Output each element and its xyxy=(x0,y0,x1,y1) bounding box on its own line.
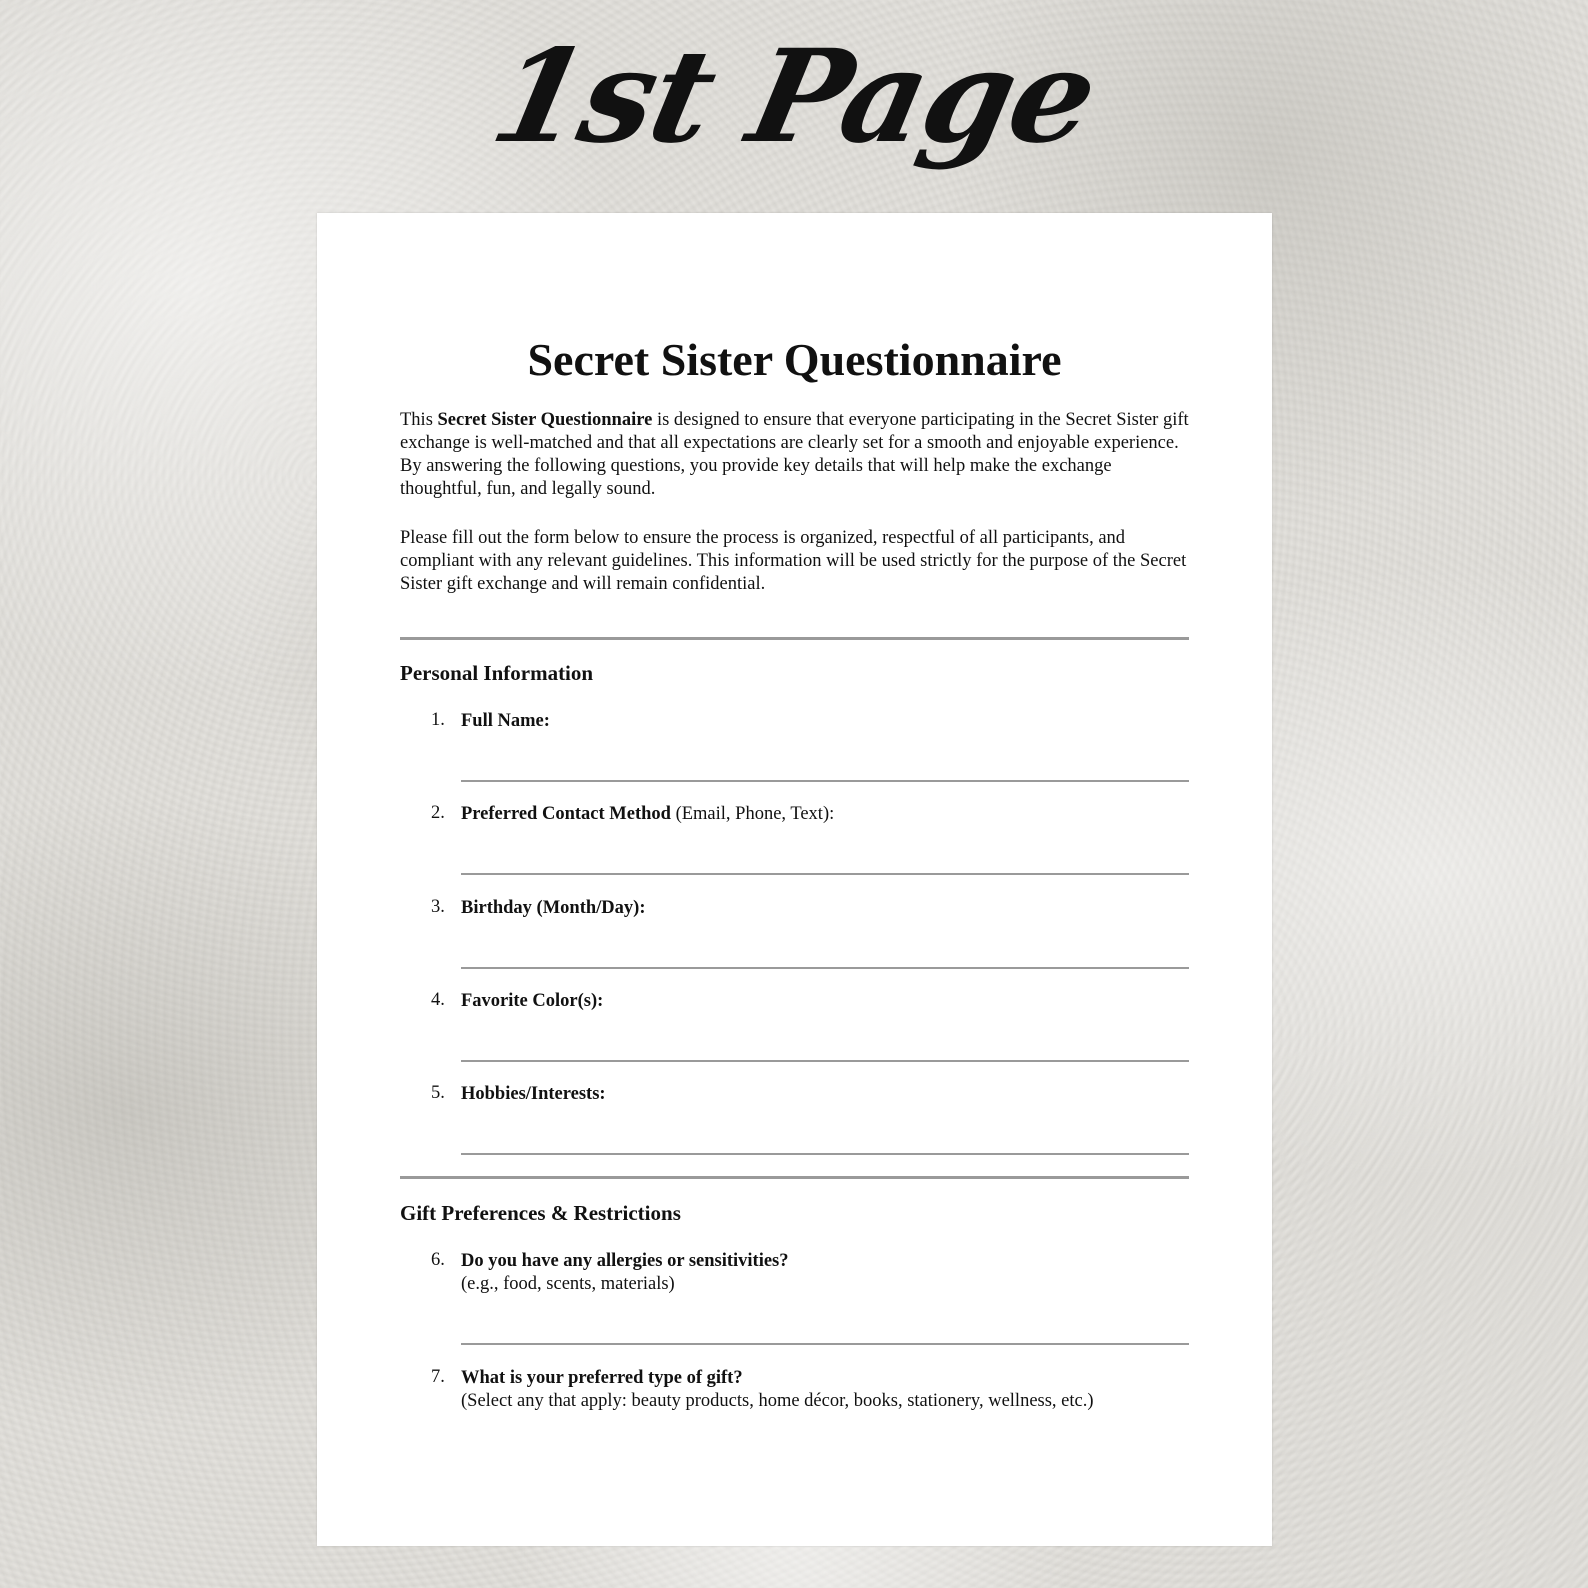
question-allergies: Do you have any allergies or sensitivities? (e.g., food, scents, materials) xyxy=(461,1251,789,1294)
favorite-color-answer-line[interactable] xyxy=(461,1060,1189,1062)
contact-method-answer-line[interactable] xyxy=(461,873,1189,875)
birthday-answer-line[interactable] xyxy=(461,967,1189,969)
question-number: 2. xyxy=(431,803,445,823)
question-birthday: Birthday (Month/Day): xyxy=(461,898,646,918)
question-number: 5. xyxy=(431,1083,445,1103)
section-heading-personal-information: Personal Information xyxy=(400,661,594,685)
section-divider xyxy=(400,1176,1189,1179)
hobbies-answer-line[interactable] xyxy=(461,1153,1189,1155)
question-number: 7. xyxy=(431,1367,445,1387)
question-full-name: Full Name: xyxy=(461,711,550,731)
question-number: 1. xyxy=(431,710,445,730)
allergies-answer-line[interactable] xyxy=(461,1343,1189,1345)
question-hobbies: Hobbies/Interests: xyxy=(461,1084,606,1104)
question-gift-type: What is your preferred type of gift? (Select any that apply: beauty products, home décor, books, stationery, wellness, etc.) xyxy=(461,1368,1094,1411)
document-title: Secret Sister Questionnaire xyxy=(527,334,1062,385)
page-header-title: 1st Page xyxy=(480,22,1108,172)
questionnaire-page xyxy=(317,213,1272,1546)
question-contact-method: Preferred Contact Method (Email, Phone, Text): xyxy=(461,804,835,824)
question-favorite-color: Favorite Color(s): xyxy=(461,991,604,1011)
full-name-answer-line[interactable] xyxy=(461,780,1189,782)
intro-paragraph-2: Please fill out the form below to ensure the process is organized, respectful of all participants, and compliant with any relevant guidelines. This information will be used strictly for the purpose of the Secret Sister gift exchange and will remain confidential. xyxy=(400,528,1187,594)
intro-paragraph-1: This Secret Sister Questionnaire is designed to ensure that everyone participating in the Secret Sister gift exchange is well-matched and that all expectations are clearly set for a smooth and enjoyable experience. By answering the following questions, you provide key details that will help make the exchange thoughtful, fun, and legally sound. xyxy=(400,410,1189,499)
question-number: 6. xyxy=(431,1250,445,1270)
question-number: 4. xyxy=(431,990,445,1010)
section-divider xyxy=(400,637,1189,640)
question-number: 3. xyxy=(431,897,445,917)
section-heading-gift-preferences: Gift Preferences & Restrictions xyxy=(400,1201,681,1225)
